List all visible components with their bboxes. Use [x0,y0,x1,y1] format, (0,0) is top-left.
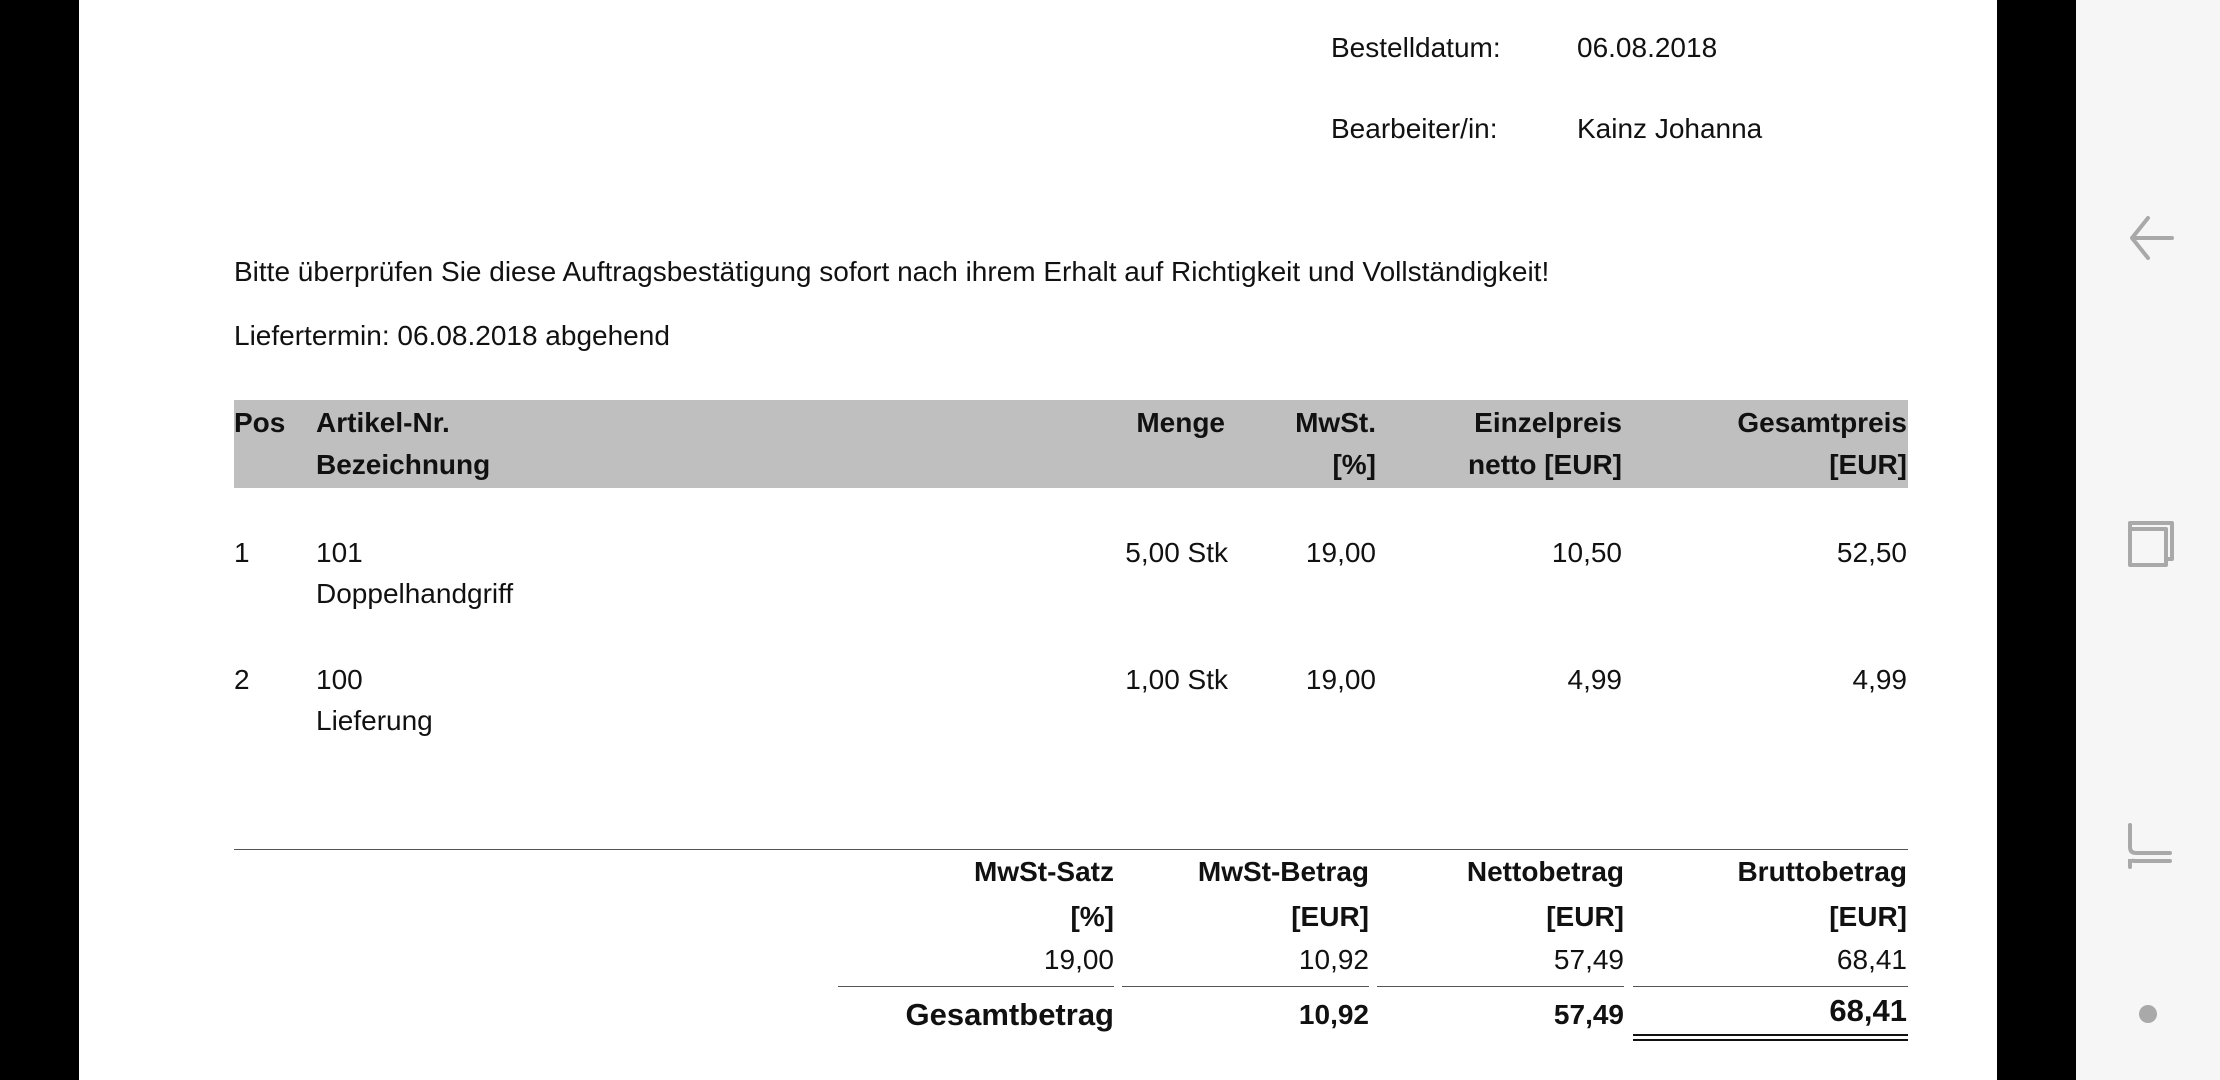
summary-net-value: 57,49 [1553,944,1624,975]
col-article-header: Artikel-Nr. [316,407,450,438]
summary-divider-gross [1633,986,1908,987]
home-dot-icon[interactable] [2139,1005,2157,1023]
summary-rate-header: MwSt-Satz [974,856,1114,887]
row-article-no: 101 [316,537,363,568]
summary-net-unit-header: [EUR] [1546,901,1624,932]
summary-divider-net [1377,986,1624,987]
grand-total-double-underline [1633,1034,1908,1041]
col-unit-price-unit-header: netto [EUR] [1468,449,1622,480]
row-total: 52,50 [1836,537,1907,568]
col-unit-price-header: Einzelpreis [1474,407,1622,438]
col-qty-header: Menge [1136,407,1225,438]
row-qty: 1,00 Stk [1125,664,1228,695]
row-vat: 19,00 [1305,664,1376,695]
summary-net-header: Nettobetrag [1466,856,1624,887]
row-total: 4,99 [1852,664,1907,695]
order-date-label: Bestelldatum: [1331,32,1501,63]
grand-total-vat: 10,92 [1298,999,1369,1030]
row-description: Lieferung [316,705,433,736]
col-description-header: Bezeichnung [316,449,491,480]
row-unit-price: 4,99 [1567,664,1622,695]
row-article-no: 100 [316,664,363,695]
grand-total-gross: 68,41 [1829,993,1907,1028]
order-date-value: 06.08.2018 [1577,32,1718,63]
col-vat-unit-header: [%] [1332,449,1376,480]
summary-divider-rate [838,986,1114,987]
row-vat: 19,00 [1305,537,1376,568]
col-total-unit-header: [EUR] [1829,449,1907,480]
grand-total-label: Gesamtbetrag [905,997,1114,1032]
row-qty: 5,00 Stk [1125,537,1228,568]
editor-value: Kainz Johanna [1577,113,1763,144]
summary-rate-unit-header: [%] [1070,901,1114,932]
back-arrow-icon[interactable] [2126,214,2176,264]
summary-top-divider [234,849,1908,850]
summary-vat-value: 10,92 [1298,944,1369,975]
col-total-header: Gesamtpreis [1737,407,1907,438]
grand-total-net: 57,49 [1553,999,1624,1030]
delivery-date-text: Liefertermin: 06.08.2018 abgehend [234,320,670,351]
navigation-bar [2076,0,2220,1080]
notice-text: Bitte überprüfen Sie diese Auftragsbestätigung sofort nach ihrem Erhalt auf Richtigkeit und Vollständigkeit! [234,256,1550,287]
summary-vat-header: MwSt-Betrag [1197,856,1369,887]
col-pos-header: Pos [234,407,286,438]
summary-rate-value: 19,00 [1043,944,1114,975]
col-vat-header: MwSt. [1295,407,1376,438]
row-unit-price: 10,50 [1551,537,1622,568]
overview-icon[interactable] [2126,823,2176,873]
summary-vat-unit-header: [EUR] [1291,901,1369,932]
row-pos: 1 [234,537,250,568]
summary-gross-unit-header: [EUR] [1829,901,1907,932]
row-pos: 2 [234,664,250,695]
recents-square-icon[interactable] [2126,519,2176,569]
editor-label: Bearbeiter/in: [1331,113,1498,144]
summary-gross-header: Bruttobetrag [1737,856,1907,887]
summary-divider-vat [1122,986,1369,987]
summary-gross-value: 68,41 [1836,944,1907,975]
row-description: Doppelhandgriff [316,578,514,609]
